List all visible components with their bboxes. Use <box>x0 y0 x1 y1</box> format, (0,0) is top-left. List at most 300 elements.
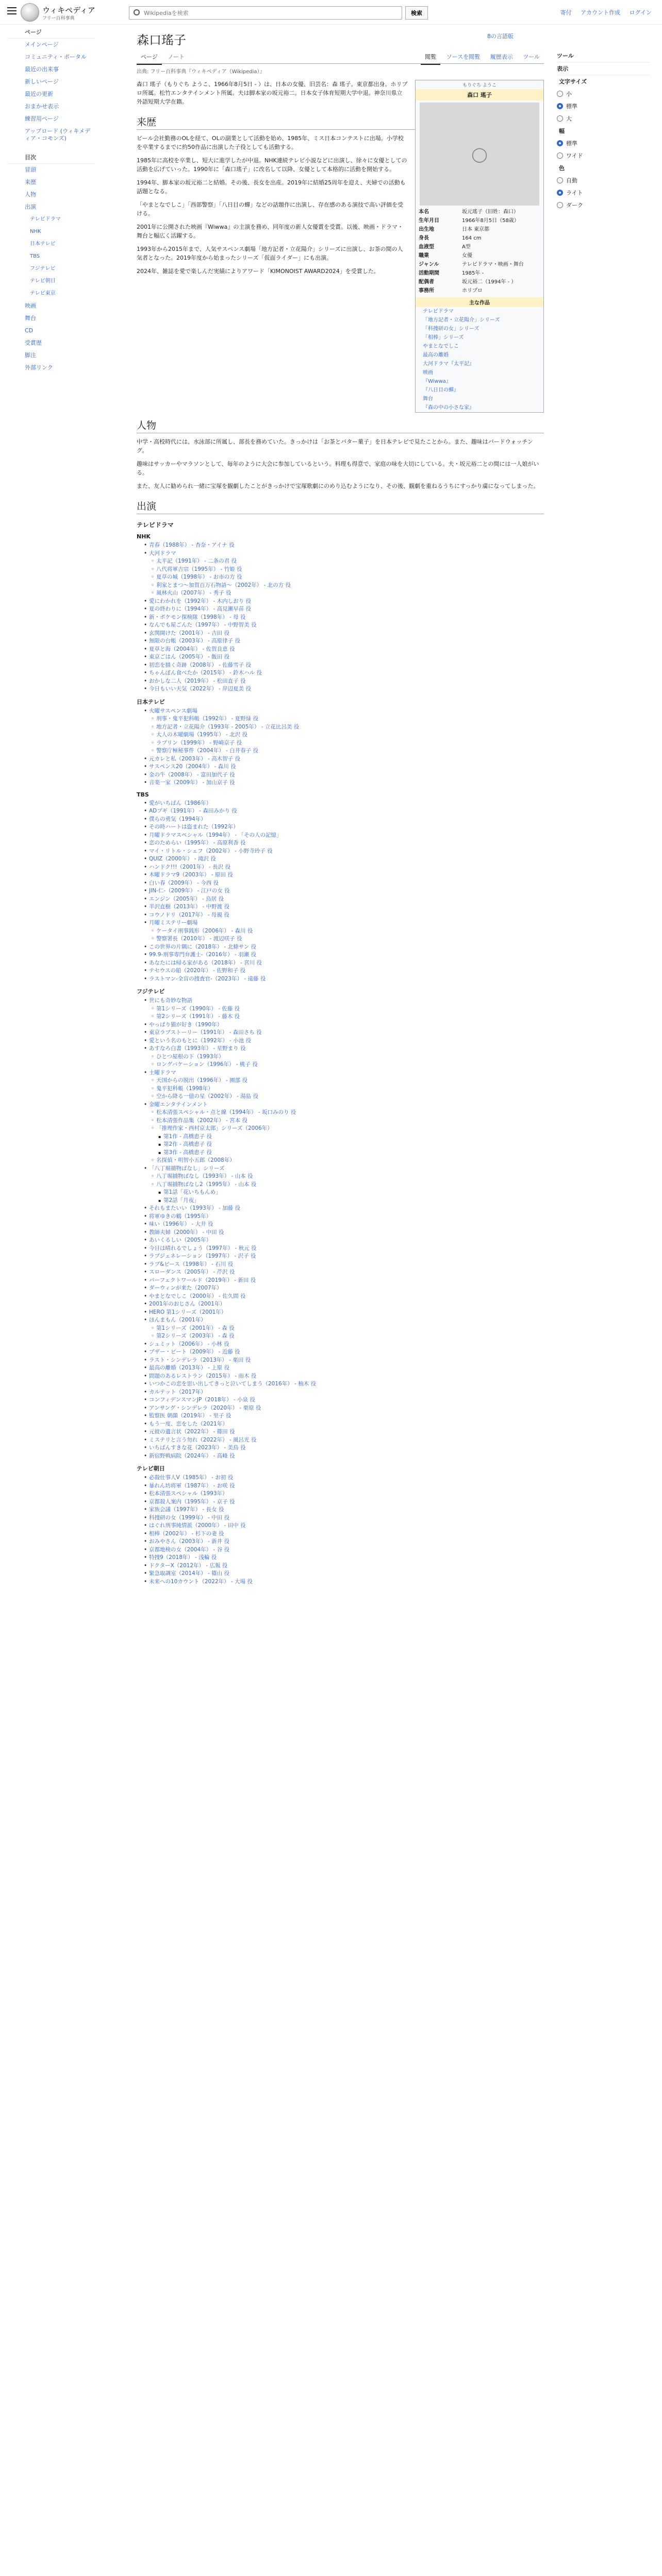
filmography-item <box>144 1236 544 1245</box>
tab-tools[interactable]: ツール <box>523 54 540 60</box>
infobox-value: テレビドラマ・映画・舞台 <box>462 262 524 267</box>
text-size-small-radio[interactable] <box>557 88 650 100</box>
filmography-link[interactable]: 僕らの勇気（1994年） <box>149 816 206 822</box>
filmography-link[interactable]: 未来への10カウント（2022年） - 大場 役 <box>149 1578 253 1585</box>
filmography-link[interactable]: もう一度、恋をした（2021年） <box>149 1420 228 1427</box>
filmography-link[interactable]: 科捜研の女（1999年） - 中田 役 <box>149 1514 230 1521</box>
filmography-link[interactable]: ロングバケーション（1996年） - 桃子 役 <box>156 1061 258 1067</box>
filmography-link[interactable]: ラスト・シンデレラ（2013年） - 栗田 役 <box>149 1357 251 1363</box>
filmography-item <box>144 1578 544 1586</box>
color-label: 色 <box>559 165 565 172</box>
filmography-link[interactable]: やまとなでしこ（2000年） - 佐久間 役 <box>149 1293 246 1299</box>
filmography-link[interactable]: サスペンス20（2004年） - 森川 役 <box>149 764 236 770</box>
section-tv-drama: テレビドラマ <box>137 521 174 529</box>
filmography-link[interactable]: 第1シリーズ（1990年） - 佐藤 役 <box>156 1005 240 1012</box>
filmography-item <box>144 630 544 638</box>
create-account-link[interactable]: アカウント作成 <box>581 9 621 16</box>
filmography-link[interactable]: 新・ポケモン探検隊（1998年） - 母 役 <box>149 614 246 620</box>
filmography-item <box>144 1277 544 1285</box>
filmography-link[interactable]: 月曜ミステリー劇場 <box>149 920 198 926</box>
toc-item[interactable]: 来歴 <box>25 179 36 185</box>
sidebar-item[interactable]: 最近の更新 <box>25 91 53 97</box>
filmography-link[interactable]: 鬼平犯科帳（1998年） <box>156 1085 213 1092</box>
radio-icon <box>557 91 563 97</box>
filmography-link[interactable]: 京都殺人案内（1995年） - 京子 役 <box>149 1498 235 1505</box>
filmography-link[interactable]: 愛がいちばん（1986年） <box>149 800 212 806</box>
filmography-link[interactable]: 空から降る一億の星（2002年） - 湯島 役 <box>156 1093 259 1099</box>
filmography-link[interactable]: ラブリン（1999年） - 野崎京子 役 <box>156 739 242 746</box>
toc-item[interactable]: 受賞歴 <box>25 340 42 346</box>
infobox-work-link[interactable]: 「科捜研の女」シリーズ <box>423 326 479 332</box>
filmography-link[interactable]: 木曜ドラマ9（2003年） - 原田 役 <box>149 872 233 878</box>
tab-read[interactable]: 閲覧 <box>421 50 440 65</box>
filmography-link[interactable]: カルテット（2017年） <box>149 1388 206 1395</box>
filmography-link[interactable]: 音楽一家（2009年） - 加山京子 役 <box>149 779 235 786</box>
toc-subitem[interactable]: TBS <box>30 253 40 259</box>
toc-item[interactable]: 脚注 <box>25 352 36 359</box>
filmography-item <box>144 723 544 732</box>
radio-icon <box>557 152 563 159</box>
filmography-link[interactable]: 玄関開けた（2001年） - 吉田 役 <box>149 630 230 636</box>
filmography-link[interactable]: 第2作 - 高橋恵子 役 <box>163 1141 212 1147</box>
infobox-value: A型 <box>462 244 471 250</box>
filmography-link[interactable]: 第1作 - 高橋恵子 役 <box>163 1133 212 1140</box>
filmography-item <box>144 1125 544 1133</box>
filmography-item <box>144 943 544 952</box>
filmography-item <box>144 1181 544 1189</box>
color-auto-radio[interactable] <box>557 174 650 187</box>
infobox-work-link[interactable]: 「相棒」シリーズ <box>423 335 464 341</box>
career-paragraph: 「やまとなでしこ」「西部警察」「八日目の蟬」などの話題作に出演し、存在感のある演技で高い評価を受ける。 <box>137 201 403 217</box>
filmography-link[interactable]: 金の牛（2008年） - 富田加代子 役 <box>149 771 235 778</box>
infobox-row <box>416 286 543 295</box>
portrait-image[interactable]: ◯ <box>420 103 539 206</box>
filmography-link[interactable]: 将軍ゆきの鶴（1995年） <box>149 1213 212 1219</box>
ex-list <box>137 1474 544 1586</box>
filmography-link[interactable]: ラブジェネレーション（1997年） - 沢子 役 <box>149 1253 256 1259</box>
filmography-item <box>144 935 544 943</box>
filmography-link[interactable]: 愛という名のもとに（1992年） - 小池 役 <box>149 1037 252 1044</box>
text-size-large-radio[interactable] <box>557 112 650 125</box>
toc-subitem[interactable]: テレビ東京 <box>30 291 56 296</box>
filmography-link[interactable]: いつかこの恋を思い出してきっと泣いてしまう（2016年） - 柚木 役 <box>149 1381 317 1387</box>
infobox-name: 森口 瑤子 <box>416 89 543 100</box>
filmography-link[interactable]: 火曜サスペンス劇場 <box>149 707 197 714</box>
filmography-link[interactable]: 愛にわかれを（1992年） - 木内しおり 役 <box>149 598 252 604</box>
infobox-work-link[interactable]: やまとなでしこ <box>423 344 459 349</box>
filmography-item <box>144 1245 544 1253</box>
filmography-item <box>144 1293 544 1301</box>
filmography-item <box>144 863 544 872</box>
infobox-key: 生年月日 <box>419 218 439 224</box>
filmography-link[interactable]: 名探偵・明智小五郎（2008年） <box>156 1157 235 1163</box>
career-paragraph: 2001年に公開された映画『Wiwwa』の主演を務め、同年度の新人女優賞を受賞。以後、映画・ドラマ・舞台と幅広く活躍する。 <box>137 224 403 239</box>
filmography-item <box>144 1061 544 1069</box>
filmography-link[interactable]: 松本清張スペシャル（1993年） <box>149 1490 228 1497</box>
infobox-key: 職業 <box>419 253 429 259</box>
filmography-link[interactable]: 味い（1996年） - 大井 役 <box>149 1221 213 1227</box>
infobox-work-link[interactable]: 『Wiwwa』 <box>423 379 451 384</box>
toc-heading: 目次 <box>7 150 95 164</box>
infobox-row <box>416 208 543 216</box>
tab-page[interactable]: ページ <box>137 50 162 65</box>
filmography-link[interactable]: 第3作 - 高橋恵子 役 <box>163 1149 212 1156</box>
filmography-link[interactable]: 半沢直樹（2013年） - 中野渡 役 <box>149 904 230 910</box>
filmography-link[interactable]: 太平記（1991年） - 二条の君 役 <box>156 558 237 564</box>
filmography-link[interactable]: 第1シリーズ（2001年） - 森 役 <box>156 1325 235 1331</box>
filmography-link[interactable]: ラブ&ピース（1998年） - 石川 役 <box>149 1261 234 1267</box>
infobox-value: 日本 東京都 <box>462 227 490 232</box>
filmography-item <box>144 1562 544 1570</box>
filmography-item <box>144 967 544 975</box>
wikipedia-logo[interactable] <box>21 3 39 22</box>
filmography-item <box>144 1506 544 1514</box>
filmography-link[interactable]: ミステリと言う勿れ（2022年） - 風呂光 役 <box>149 1436 257 1443</box>
filmography-link[interactable]: 八代将軍吉宗（1995年） - 竹姫 役 <box>156 566 242 572</box>
filmography-link[interactable]: 刑事・鬼平犯科帳（1992年） - 夏野緑 役 <box>156 716 259 722</box>
filmography-link[interactable]: 第2シリーズ（1991年） - 藤木 役 <box>156 1013 240 1020</box>
tab-view-source[interactable]: ソースを閲覧 <box>446 54 481 60</box>
filmography-link[interactable]: パーフェクトワールド（2019年） - 新田 役 <box>149 1277 256 1283</box>
filmography-link[interactable]: 金曜エンタテインメント <box>149 1101 208 1108</box>
filmography-item <box>144 1428 544 1436</box>
infobox-value: 1985年 - <box>462 270 484 276</box>
radio-label: 標準 <box>566 140 577 147</box>
infobox-work-link[interactable]: 最高の離婚 <box>423 352 449 358</box>
infobox-work-link[interactable]: テレビドラマ <box>423 309 454 314</box>
filmography-link[interactable]: ブザー・ビート（2009年） - 近藤 役 <box>149 1349 240 1355</box>
filmography-item <box>144 1514 544 1522</box>
filmography-link[interactable]: 警察庁極秘事件（2004年） - 白井春子 役 <box>156 748 259 754</box>
filmography-item <box>144 895 544 904</box>
infobox-work-link[interactable]: 『八日目の蟬』 <box>423 387 459 393</box>
toc-subitem[interactable]: 日本テレビ <box>30 241 56 247</box>
filmography-link[interactable]: 京都地検の女（2004年） - 谷 役 <box>149 1546 230 1553</box>
tab-talk[interactable]: ノート <box>168 54 185 60</box>
filmography-item <box>144 879 544 888</box>
filmography-item <box>144 1005 544 1013</box>
filmography-link[interactable]: 松本清張スペシャル・点と線（1994年） - 坂口みのり 役 <box>156 1109 296 1115</box>
filmography-link[interactable]: あいくるしい（2005年） <box>149 1237 212 1243</box>
radio-label: ワイド <box>566 152 583 159</box>
toc-subitem[interactable]: テレビドラマ <box>30 216 61 222</box>
color-dark-radio[interactable] <box>557 199 650 211</box>
infobox-works <box>416 307 543 412</box>
filmography-link[interactable]: エンジン（2005年） - 鳥居 役 <box>149 895 224 902</box>
filmography-link[interactable]: 八丁堀捕物ばなし2（1995年） - 山本 役 <box>156 1181 257 1188</box>
filmography-item <box>144 557 544 566</box>
infobox-work-link[interactable]: 映画 <box>423 370 433 376</box>
career-paragraph: 1994年、脚本家の坂元裕二と結婚。その後、長女を出産。2019年に結婚25周年を迎え、夫婦での活動も話題となる。 <box>137 179 406 195</box>
filmography-item <box>144 771 544 779</box>
filmography-link[interactable]: 土曜ドラマ <box>149 1069 176 1076</box>
toc-item[interactable]: 映画 <box>25 302 36 309</box>
filmography-link[interactable]: マイ・リトル・シェフ（2002年） - 小野寺玲子 役 <box>149 848 273 854</box>
infobox-value: 坂元裕二（1994年 - ） <box>462 279 517 285</box>
toc-subitem[interactable]: フジテレビ <box>30 266 56 272</box>
filmography-link[interactable]: JIN-仁-（2009年） - 江戸の女 役 <box>149 888 230 894</box>
section-ex: テレビ朝日 <box>137 1465 165 1472</box>
filmography-link[interactable]: アンサング・シンデレラ（2020年） - 栗原 役 <box>149 1404 261 1411</box>
filmography-link[interactable]: 監察医 朝顔（2019年） - 里子 役 <box>149 1413 231 1419</box>
filmography-item <box>144 747 544 755</box>
filmography-item <box>144 598 544 606</box>
filmography-link[interactable]: 必殺仕事人V（1985年） - お初 役 <box>149 1475 234 1481</box>
career-paragraph: ビール会社勤務のOLを経て、OLの副業として活動を始め、1985年、ミス日本コンテストに出場。小学校を卒業するまでに約50作品に出演した子役としても活動する。 <box>137 135 404 150</box>
filmography-link[interactable]: ケータイ刑事銭形（2006年） - 森川 役 <box>156 927 253 934</box>
filmography-link[interactable]: 相棒（2002年） - 杉下の妻 役 <box>149 1530 224 1537</box>
filmography-link[interactable]: スローダンス（2005年） - 芹沢 役 <box>149 1269 235 1275</box>
filmography-link[interactable]: 教師夫婦（2000年） - 中田 役 <box>149 1229 224 1235</box>
sidebar-item[interactable]: コミュニティ・ポータル <box>25 54 87 60</box>
section-cx: フジテレビ <box>137 988 165 995</box>
filmography-item <box>144 1474 544 1482</box>
toc-item[interactable]: 外部リンク <box>25 364 53 371</box>
filmography-link[interactable]: 天国からの脱出（1996年） - 園部 役 <box>156 1077 248 1083</box>
filmography-link[interactable]: いちばんすきな花（2023年） - 美鳥 役 <box>149 1445 246 1451</box>
color-light-radio[interactable] <box>557 187 650 199</box>
filmography-item <box>144 1396 544 1404</box>
filmography-link[interactable]: 暴れん坊将軍（1987年） - お咲 役 <box>149 1482 235 1489</box>
filmography-link[interactable]: テセウスの船（2020年） - 佐野和子 役 <box>149 968 245 974</box>
filmography-link[interactable]: HERO 第1シリーズ（2001年） <box>149 1309 227 1315</box>
filmography-link[interactable]: 恋のためらい（1995年） - 高原利香 役 <box>149 840 246 846</box>
display-heading: 表示 <box>557 62 650 75</box>
infobox-work-link[interactable]: 『森の中の小さな家』 <box>423 405 474 411</box>
filmography-item <box>144 763 544 771</box>
filmography-link[interactable]: 青春（1988年） - 杏奈・アイナ 役 <box>149 542 235 548</box>
filmography-item <box>144 707 544 716</box>
radio-label: 標準 <box>566 103 577 110</box>
text-size-standard-radio[interactable] <box>557 100 650 112</box>
filmography-link[interactable]: 「推理作家・西村京太郎」シリーズ（2006年） <box>156 1125 273 1131</box>
filmography-link[interactable]: 東京ラブストーリー（1991年） - 森田さち 役 <box>149 1029 262 1036</box>
filmography-item <box>144 871 544 879</box>
filmography-item <box>144 1165 544 1173</box>
filmography-item <box>144 951 544 959</box>
filmography-link[interactable]: 緊急取調室（2014年） - 篠山 役 <box>149 1570 230 1577</box>
filmography-item <box>144 1332 544 1341</box>
tab-history[interactable]: 履歴表示 <box>490 54 513 60</box>
filmography-item <box>144 1229 544 1237</box>
filmography-link[interactable]: シュミット（2006年） - 小林 役 <box>149 1341 229 1347</box>
filmography-link[interactable]: コウノドリ（2017年） - 母親 役 <box>149 911 229 918</box>
tools-heading: ツール <box>557 49 650 62</box>
filmography-link[interactable]: ダーウィンが来た（2007年） <box>149 1285 222 1291</box>
filmography-link[interactable]: 元カレと私（2003年） - 高木智子 役 <box>149 755 241 762</box>
section-tbs: TBS <box>137 791 149 798</box>
infobox-value: 1966年8月5日（58歳） <box>462 218 519 224</box>
ntv-list <box>137 707 544 787</box>
filmography-item <box>144 1252 544 1261</box>
radio-label: 小 <box>566 91 572 97</box>
filmography-item <box>144 566 544 574</box>
filmography-link[interactable]: 今日もいい天気（2022年） - 岸辺夏美 役 <box>149 686 252 692</box>
filmography-link[interactable]: コンフィデンスマンJP（2018年） - 小泉 役 <box>149 1397 255 1403</box>
filmography-link[interactable]: はぐれ刑事純情派（2000年） - 田中 役 <box>149 1522 246 1529</box>
infobox-value: ホリプロ <box>462 288 483 294</box>
filmography-link[interactable]: ひとつ屋根の下（1993年） <box>156 1053 224 1060</box>
sidebar-heading: ページ <box>7 25 95 39</box>
filmography-item <box>144 1380 544 1388</box>
filmography-item <box>144 662 544 670</box>
filmography-link[interactable]: 最高の離婚（2013年） - 上原 役 <box>149 1365 230 1371</box>
toc-item[interactable]: 人物 <box>25 191 36 198</box>
radio-label: ダーク <box>566 202 583 209</box>
page-title: 森口瑤子 <box>137 33 186 47</box>
toc-item[interactable]: 舞台 <box>25 315 36 321</box>
filmography-item <box>144 653 544 662</box>
filmography-link[interactable]: 東京ごはん（2005年） - 飯田 役 <box>149 654 230 660</box>
filmography-item <box>144 589 544 598</box>
person-paragraphs <box>137 437 544 490</box>
infobox-key: 配偶者 <box>419 279 434 285</box>
filmography-item <box>144 816 544 824</box>
filmography-item <box>144 1404 544 1413</box>
filmography-link[interactable]: 2001年のおじさん（2001年） <box>149 1301 225 1307</box>
radio-icon <box>557 103 563 109</box>
toc-item[interactable]: 出演 <box>25 204 36 210</box>
language-button[interactable]: 8の言語版 <box>487 33 514 40</box>
filmography-link[interactable]: その時ハートは盗まれた（1992年） <box>149 824 239 830</box>
filmography-item <box>144 1109 544 1117</box>
filmography-link[interactable]: 無限の台帳（2003年） - 高原律子 役 <box>149 638 241 644</box>
infobox-key: 出生地 <box>419 227 434 232</box>
toc-item[interactable]: 冒頭 <box>25 166 36 173</box>
filmography-link[interactable]: おみやさん（2003年） - 新井 役 <box>149 1538 230 1545</box>
filmography-item <box>144 997 544 1005</box>
toc-item[interactable]: CD <box>25 327 34 334</box>
width-standard-radio[interactable] <box>557 137 650 149</box>
menu-icon[interactable] <box>7 7 16 14</box>
infobox-row <box>416 269 543 278</box>
filmography-link[interactable]: 第2話「月夜」 <box>163 1197 200 1204</box>
nhk-list <box>137 541 544 693</box>
filmography-link[interactable]: この世界の片隅に（2018年） - 北條サン 役 <box>149 943 256 950</box>
infobox-work-link[interactable]: 「地方記者・立花陽介」シリーズ <box>423 317 500 323</box>
site-wordmark[interactable]: ウィキペディア <box>42 6 95 15</box>
filmography-link[interactable]: 夏草の城（1998年） - お市の方 役 <box>156 574 242 580</box>
filmography-item <box>144 550 544 558</box>
search-input[interactable] <box>144 8 396 18</box>
infobox-key: 本名 <box>419 209 429 215</box>
search-button[interactable]: 検索 <box>405 6 428 20</box>
sidebar-item[interactable]: メインページ <box>25 41 59 48</box>
filmography-item <box>144 1133 544 1141</box>
filmography-link[interactable]: ADブギ（1991年） - 森田みかり 役 <box>149 808 237 814</box>
filmography-link[interactable]: 第2シリーズ（2003年） - 森 役 <box>156 1333 235 1339</box>
sidebar-item[interactable]: 練習用ページ <box>25 115 59 122</box>
filmography-link[interactable]: それもまたいい（1993年） - 加藤 役 <box>149 1205 241 1211</box>
infobox-work-link[interactable]: 舞台 <box>423 396 433 402</box>
filmography-item <box>144 1141 544 1149</box>
filmography-link[interactable]: 家族会議（1997年） - 長女 役 <box>149 1506 224 1513</box>
person-paragraph: 中学・高校時代には、水泳部に所属し、部長を務めていた。きっかけは「お茶とバター菓子」を日本テレビで見たことから。また、趣味はバードウォッチング。 <box>137 438 533 454</box>
filmography-link[interactable]: 大人の木曜劇場（1995年） - 北沢 役 <box>156 732 248 738</box>
filmography-link[interactable]: 第1話「花いちもんめ」 <box>163 1189 221 1195</box>
filmography-link[interactable]: ちゃんぽん食べたか（2015年） - 鈴木ハル 役 <box>149 670 262 676</box>
filmography-link[interactable]: 夏草と海（2004年） - 佐賀良恵 役 <box>149 646 235 652</box>
filmography-link[interactable]: 八丁堀捕物ばなし（1993年） - 山本 役 <box>156 1173 253 1179</box>
filmography-link[interactable]: 特捜9（2018年） - 浅輪 役 <box>149 1554 217 1561</box>
filmography-item <box>144 1420 544 1429</box>
radio-label: 大 <box>566 115 572 122</box>
filmography-item <box>144 1498 544 1506</box>
infobox-row <box>416 216 543 225</box>
infobox-work-link[interactable]: 大河ドラマ『太平記』 <box>423 361 474 367</box>
sidebar-item[interactable]: おまかせ表示 <box>25 103 59 110</box>
donate-link[interactable]: 寄付 <box>560 9 572 16</box>
filmography-link[interactable]: 松本清張作品集（2002年） - 宮本 役 <box>156 1117 248 1124</box>
filmography-link[interactable]: 警察署長（2010年） - 渡辺咲子 役 <box>156 936 242 942</box>
filmography-link[interactable]: 月曜ドラマスペシャル（1994年） - 「その人の記憶」 <box>149 832 282 838</box>
infobox-kana: もりぐち ようこ <box>462 83 496 88</box>
filmography-link[interactable]: ハンドク!!!（2001年） - 長沢 役 <box>149 863 230 870</box>
filmography-item <box>144 1021 544 1029</box>
sidebar-item[interactable]: 最近の出来事 <box>25 66 59 73</box>
filmography-link[interactable]: 99.9-刑事専門弁護士-（2016年） - 羽瀬 役 <box>149 952 256 958</box>
login-link[interactable]: ログイン <box>629 9 652 16</box>
filmography-item <box>144 848 544 856</box>
cx-list <box>137 997 544 1460</box>
filmography-link[interactable]: ドクターX（2012年） - 広報 役 <box>149 1562 228 1569</box>
filmography-link[interactable]: 初恋を描く奇跡（2008年） - 佐藤雪子 役 <box>149 662 252 668</box>
filmography-link[interactable]: 大河ドラマ <box>149 550 176 556</box>
toc-subitem[interactable]: テレビ朝日 <box>30 278 56 284</box>
filmography-item <box>144 739 544 748</box>
filmography-item <box>144 1205 544 1213</box>
filmography-link[interactable]: ほんまもん（2001年） <box>149 1317 206 1323</box>
filmography-link[interactable]: 新宿野戦病院（2024年） - 高峰 役 <box>149 1452 235 1459</box>
width-wide-radio[interactable] <box>557 149 650 162</box>
filmography-link[interactable]: 白い春（2009年） - 今西 役 <box>149 879 219 886</box>
filmography-link[interactable]: あなたには帰る家がある（2018年） - 宮川 役 <box>149 959 262 966</box>
filmography-link[interactable]: おかしな二人（2019年） - 松田直子 役 <box>149 677 246 684</box>
filmography-link[interactable]: 地方記者・立花陽介（1993年 - 2005年） - 立花比呂美 役 <box>156 723 300 730</box>
filmography-item <box>144 1522 544 1530</box>
filmography-link[interactable]: 利家とまつ〜加賀百万石物語〜（2002年） - 北の方 役 <box>156 582 291 588</box>
filmography-item <box>144 731 544 739</box>
filmography-link[interactable]: やっぱり猫が好き（1990年） <box>149 1021 223 1028</box>
filmography-item <box>144 685 544 693</box>
filmography-link[interactable]: 夏の終わりに（1994年） - 高見瀬早苗 役 <box>149 606 252 612</box>
from-wikipedia: 出典: フリー百科事典『ウィキペディア（Wikipedia）』 <box>137 69 265 75</box>
filmography-link[interactable]: 「八丁堀捕物ばなし」シリーズ <box>149 1165 225 1172</box>
filmography-link[interactable]: QUIZ（2000年） - 滝沢 役 <box>149 856 216 862</box>
filmography-item <box>144 911 544 920</box>
filmography-item <box>144 1444 544 1452</box>
filmography-item <box>144 1149 544 1157</box>
filmography-item <box>144 927 544 936</box>
toc-subitem[interactable]: NHK <box>30 229 41 234</box>
page-tabs <box>137 50 544 64</box>
infobox-row <box>416 234 543 243</box>
infobox-key: 事務所 <box>419 288 434 294</box>
filmography-item <box>144 1570 544 1578</box>
sidebar-item[interactable]: アップロード (ウィキメディア・コモンズ) <box>25 128 91 142</box>
filmography-link[interactable]: 今日は晴れるでしょう（1997年） - 秋元 役 <box>149 1245 257 1251</box>
filmography-link[interactable]: あすなろ白書（1993年） - 星野まり 役 <box>149 1045 246 1052</box>
filmography-link[interactable]: なんでも屋ごんた（1997年） - 中野智美 役 <box>149 622 257 628</box>
radio-icon <box>557 140 563 146</box>
site-header <box>0 0 662 25</box>
filmography-link[interactable]: 世にも奇妙な物語 <box>149 997 192 1004</box>
sidebar-item[interactable]: 新しいページ <box>25 78 59 85</box>
filmography-link[interactable]: 風林火山（2007年） - 秀子 役 <box>156 590 231 596</box>
filmography-link[interactable]: 問題のあるレストラン（2015年） - 雨木 役 <box>149 1372 257 1379</box>
filmography-link[interactable]: ラストマン-全盲の捜査官-（2023年） - 遠藤 役 <box>149 975 266 982</box>
filmography-link[interactable]: 元彼の遺言状（2022年） - 篠田 役 <box>149 1429 235 1435</box>
